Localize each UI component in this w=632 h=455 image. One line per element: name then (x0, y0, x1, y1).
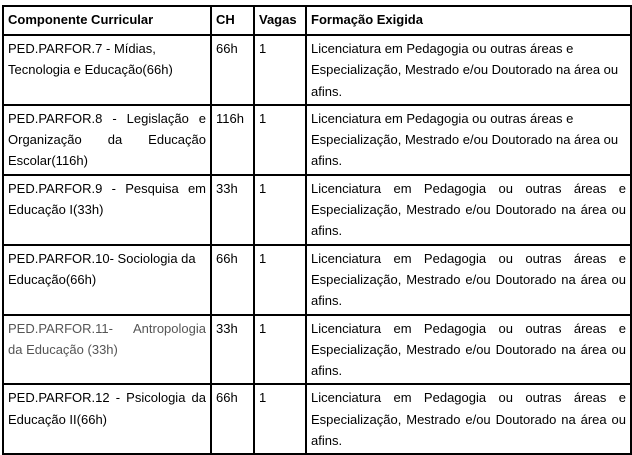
cell-ch: 66h (211, 245, 254, 315)
table-row (3, 245, 631, 315)
cell-componente: PED.PARFOR.10- Sociologia da Educação(66h) (3, 245, 211, 315)
col-header-componente: Componente Curricular (3, 6, 211, 35)
cell-componente: PED.PARFOR.8 - Legislação e Organização da Educação Escolar(116h) (3, 105, 211, 175)
table-row (3, 384, 631, 454)
cell-ch: 66h (211, 384, 254, 454)
table-row (3, 315, 631, 385)
cell-componente: PED.PARFOR.7 - Mídias, Tecnologia e Educação(66h) (3, 35, 211, 105)
table-header-row (3, 6, 631, 35)
vagas-table (2, 5, 632, 455)
cell-vagas: 1 (254, 315, 306, 385)
cell-vagas: 1 (254, 35, 306, 105)
table-row (3, 35, 631, 105)
table-row (3, 105, 631, 175)
cell-ch: 33h (211, 315, 254, 385)
cell-vagas: 1 (254, 245, 306, 315)
cell-formacao: Licenciatura em Pedagogia ou outras áreas e Especialização, Mestrado e/ou Doutorado na área ou afins. (306, 384, 631, 454)
col-header-formacao: Formação Exigida (306, 6, 631, 35)
cell-formacao: Licenciatura em Pedagogia ou outras áreas e Especialização, Mestrado e/ou Doutorado na área ou afins. (306, 35, 631, 105)
cell-formacao: Licenciatura em Pedagogia ou outras áreas e Especialização, Mestrado e/ou Doutorado na área ou afins. (306, 315, 631, 385)
cell-vagas: 1 (254, 105, 306, 175)
cell-formacao: Licenciatura em Pedagogia ou outras áreas e Especialização, Mestrado e/ou Doutorado na área ou afins. (306, 175, 631, 245)
cell-componente: PED.PARFOR.9 - Pesquisa em Educação I(33h) (3, 175, 211, 245)
cell-ch: 66h (211, 35, 254, 105)
cell-componente: PED.PARFOR.12 - Psicologia da Educação II(66h) (3, 384, 211, 454)
cell-formacao: Licenciatura em Pedagogia ou outras áreas e Especialização, Mestrado e/ou Doutorado na área ou afins. (306, 105, 631, 175)
col-header-vagas: Vagas (254, 6, 306, 35)
cell-vagas: 1 (254, 175, 306, 245)
table-row (3, 175, 631, 245)
cell-componente: PED.PARFOR.11- Antropologia da Educação (33h) (3, 315, 211, 385)
cell-ch: 33h (211, 175, 254, 245)
cell-formacao: Licenciatura em Pedagogia ou outras áreas e Especialização, Mestrado e/ou Doutorado na área ou afins. (306, 245, 631, 315)
cell-vagas: 1 (254, 384, 306, 454)
cell-ch: 116h (211, 105, 254, 175)
col-header-ch: CH (211, 6, 254, 35)
